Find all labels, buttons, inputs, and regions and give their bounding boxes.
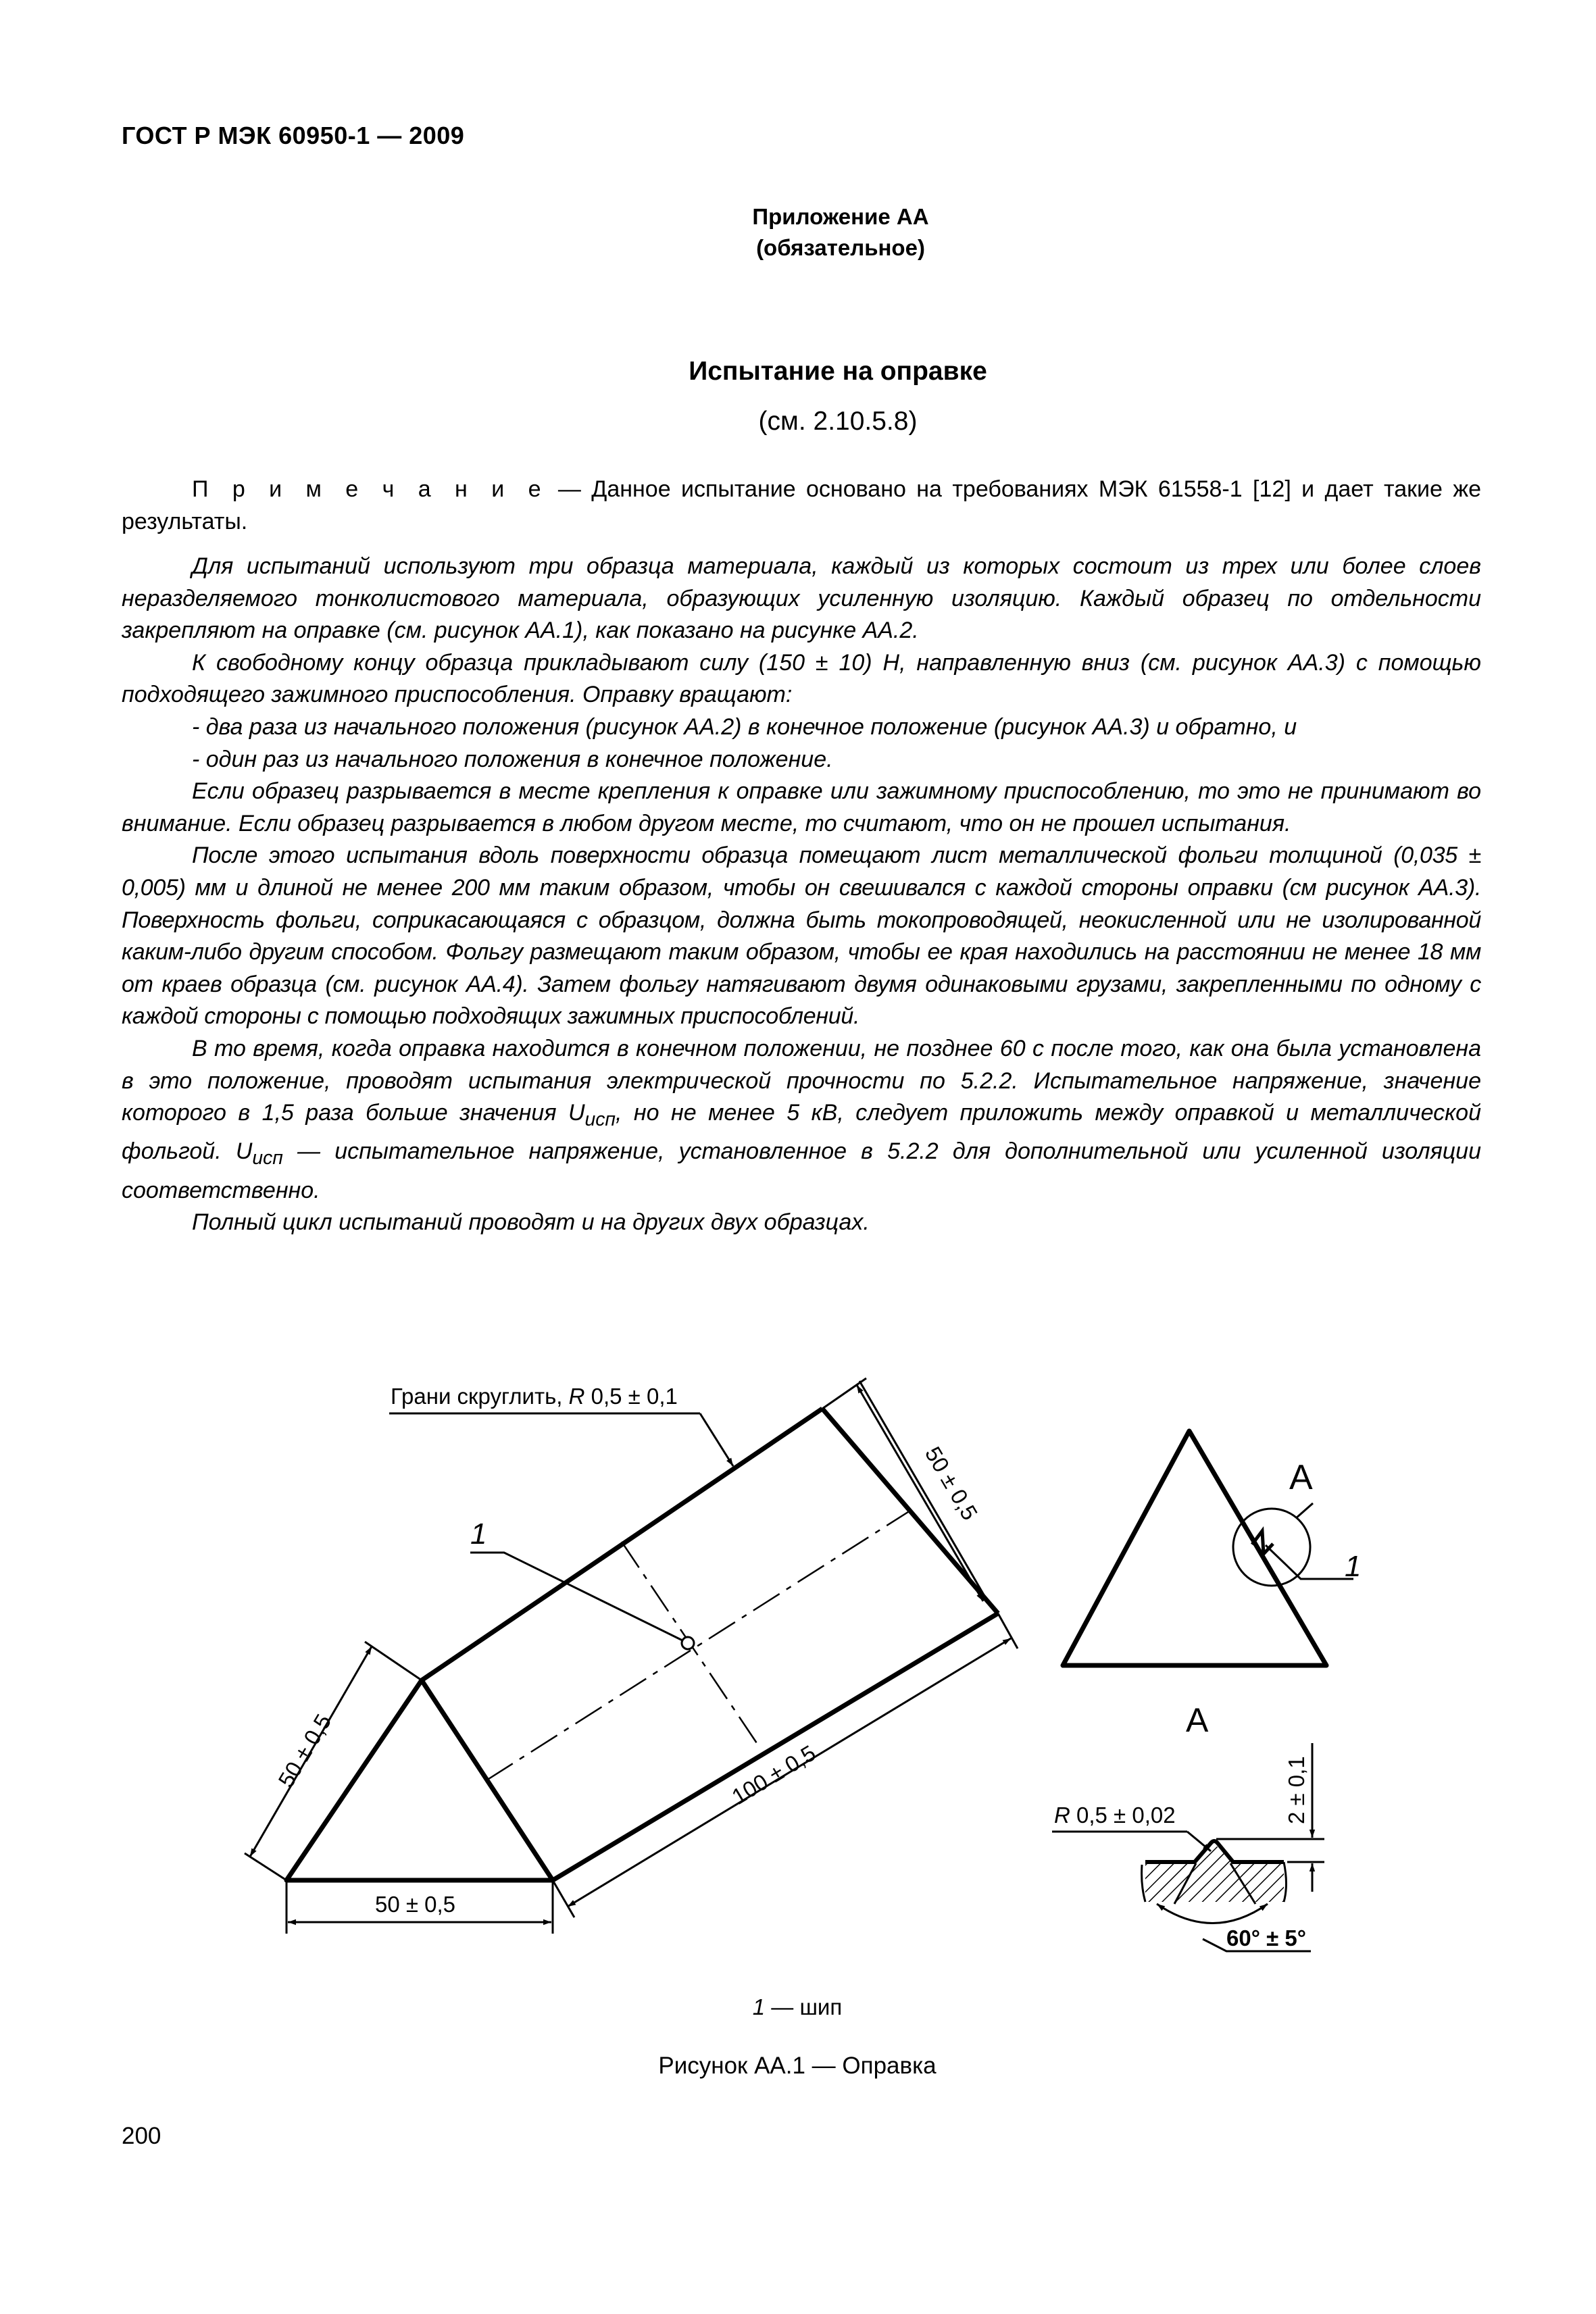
section-reference: (см. 2.10.5.8) <box>758 407 918 436</box>
paragraph: К свободному концу образца прикладывают силу (150 ± 10) Н, направленную вниз (см. рисунок АА.3) с помощью подходящего зажимного приспособления. Оправку вращают: <box>122 649 1481 708</box>
detail-callout-label: 1 <box>1345 1550 1362 1583</box>
svg-text:Грани скруглить, R 0,5 ± 0,1: Грани скруглить, R 0,5 ± 0,1 <box>391 1384 678 1409</box>
figure-caption: Рисунок АА.1 — Оправка <box>658 2053 937 2079</box>
dimension-edge-left-label: 50 ± 0,5 <box>273 1709 336 1792</box>
svg-text:R 0,5 ± 0,02: R 0,5 ± 0,02 <box>1054 1803 1176 1828</box>
list-item: - один раз из начального положения в конечное положение. <box>192 746 833 772</box>
dimension-base-label: 50 ± 0,5 <box>375 1892 456 1917</box>
figure-legend: 1 — шип <box>752 1994 843 2019</box>
detail-section <box>1052 1743 1324 1951</box>
page-number: 200 <box>122 2123 161 2149</box>
rounding-label <box>389 1384 733 1466</box>
paragraph: Если образец разрывается в месте крепления к оправке или зажимному приспособлению, то это не принимают во внимание. Если образец разрывается в любом другом месте, то считают, что он не прошел испытания. <box>122 778 1481 836</box>
pin-marker <box>682 1637 694 1649</box>
document-header: ГОСТ Р МЭК 60950-1 — 2009 <box>122 122 465 149</box>
paragraph: Для испытаний используют три образца материала, каждый из которых состоит из трех или более слоев неразделяемого тонколистового материала, образующих усиленную изоляцию. Каждый образец по отдельности закрепляют на оправке (см. рисунок АА.1), как показано на рисунке АА.2. <box>122 553 1481 644</box>
paragraph-voltage: В то время, когда оправка находится в конечном положении, не позднее 60 с после того, как она была установлена в это положение, проводят испытания электрической прочности по 5.2.2. Испытательное напряжение, значение которого в 1,5 раза больше значения $U_{исп}$, но не менее 5 кВ, следует приложить между оправкой и металлической фольгой. $U_{исп}$ — испытательное напряжение, установленное в 5.2.2 для дополнительной или усиленной изоляции соответственно. <box>122 1035 1482 1203</box>
detail-triangle <box>1063 1431 1326 1665</box>
paragraph: После этого испытания вдоль поверхности образца помещают лист металлической фольги толщиной (0,035 ± 0,005) мм и длиной не менее 200 мм таким образом, чтобы он свешивался с каждой стороны оправки (см рисунок АА.3). Поверхность фольги, соприкасающаяся с образцом, должна быть токопроводящей, неокисленной или не изолированной каким-либо другим способом. Фольгу размещают таким образом, чтобы ее края находились на расстоянии не менее 18 мм от краев образца (см. рисунок АА.4). Затем фольгу натягивают двумя одинаковыми грузами, закрепленными по одному с каждой стороны с помощью подходящих зажимных приспособлений. <box>122 842 1481 1030</box>
dimension-length-label: 100 ± 0,5 <box>727 1740 820 1810</box>
detail-title: А <box>1186 1701 1209 1739</box>
note-prefix: П р и м е ч а н и е <box>192 476 548 502</box>
pin-callout-label: 1 <box>470 1517 487 1551</box>
list-item: - два раза из начального положения (рисунок АА.2) в конечное положение (рисунок АА.3) и обратно, и <box>192 713 1297 740</box>
appendix-label: Приложение АА <box>752 204 929 229</box>
dimension-edge-left <box>245 1642 422 1880</box>
detail-angle-label: 60° ± 5° <box>1226 1926 1306 1951</box>
detail-letter: А <box>1289 1458 1313 1497</box>
paragraph: Полный цикл испытаний проводят и на других двух образцах. <box>192 1209 870 1236</box>
appendix-status: (обязательное) <box>756 235 925 260</box>
detail-height-label: 2 ± 0,1 <box>1284 1756 1309 1824</box>
center-lines <box>487 1511 910 1780</box>
note-text: — Данное испытание основано на требованиях МЭК 61558-1 [12] и дает такие же результаты. <box>122 476 1481 534</box>
mandrel-outline <box>286 1409 998 1880</box>
dimension-edge-top-label: 50 ± 0,5 <box>920 1442 983 1525</box>
section-title: Испытание на оправке <box>689 357 987 386</box>
